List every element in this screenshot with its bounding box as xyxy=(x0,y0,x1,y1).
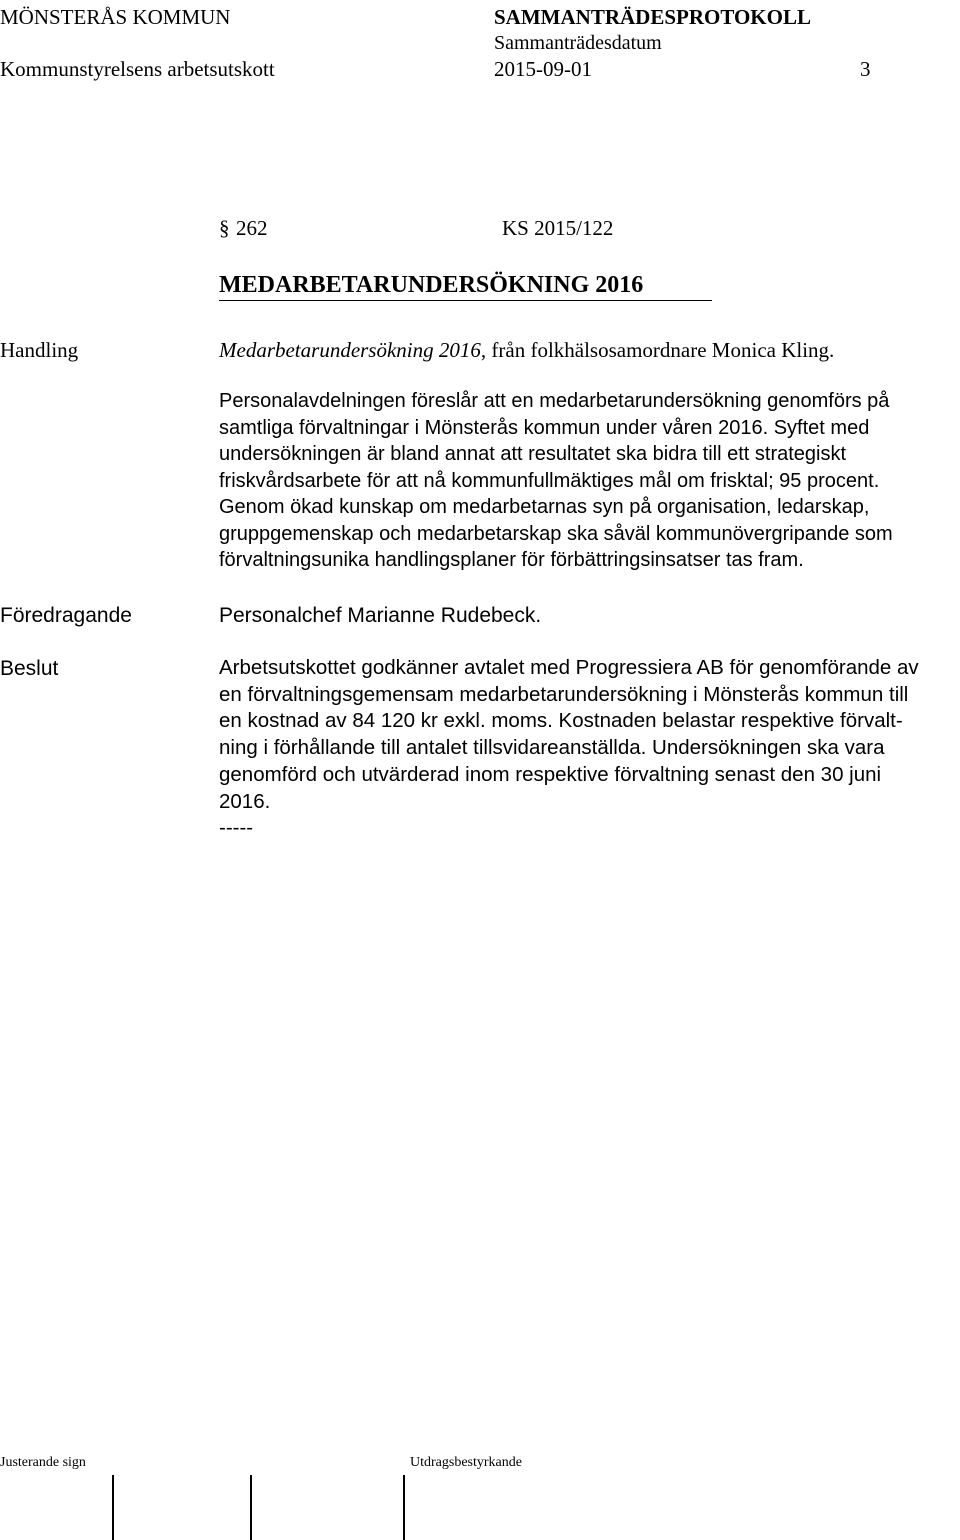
document-type: SAMMANTRÄDESPROTOKOLL xyxy=(494,5,811,29)
page-number: 3 xyxy=(860,57,871,81)
decision-line: genomförd och utvärderad inom respektive förvaltning senast den 30 juni xyxy=(219,762,882,786)
decision-end-marker: ----- xyxy=(219,816,254,840)
section-symbol: § xyxy=(219,216,230,240)
committee-name: Kommunstyrelsens arbetsutskott xyxy=(0,57,275,81)
case-id: KS 2015/122 xyxy=(502,216,614,240)
description-line: undersökningen är bland annat att resultatet ska bidra till ett strategiskt xyxy=(219,443,847,465)
signature-box-divider xyxy=(403,1475,405,1540)
handling-label: Handling xyxy=(0,338,79,362)
handling-document-source: , från folkhälsosamordnare Monica Kling. xyxy=(480,338,835,362)
date-label: Sammanträdesdatum xyxy=(494,32,662,54)
signature-box-divider xyxy=(112,1475,114,1540)
description-line: gruppgemenskap och medarbetarskap ska såväl kommunövergripande som xyxy=(219,522,893,545)
meeting-date: 2015-09-01 xyxy=(494,57,592,81)
handling-value xyxy=(219,338,834,362)
presenter-value: Personalchef Marianne Rudebeck. xyxy=(219,604,542,627)
decision-label: Beslut xyxy=(0,657,59,680)
decision-line: Arbetsutskottet godkänner avtalet med Progressiera AB för genomförande av xyxy=(219,656,919,679)
decision-line: 2016. xyxy=(219,789,271,813)
description-line: Personalavdelningen föreslår att en medarbetarundersökning genomförs på xyxy=(219,390,890,412)
description-line: samtliga förvaltningar i Mönsterås kommun under våren 2016. Syftet med xyxy=(219,416,870,439)
description-paragraph xyxy=(219,388,949,574)
decision-line: en kostnad av 84 120 kr exkl. moms. Kostnaden belastar respektive förvalt- xyxy=(219,709,903,733)
signature-box-divider xyxy=(250,1475,252,1540)
decision-line: ning i förhållande till antalet tillsvidareanställda. Undersökningen ska vara xyxy=(219,736,885,760)
handling-document-title: Medarbetarundersökning 2016 xyxy=(219,338,481,362)
description-line: friskvårdsarbete för att nå kommunfullmäktiges mål om frisktal; 95 procent. xyxy=(219,469,880,492)
decision-line: en förvaltningsgemensam medarbetarundersökning i Mönsterås kommun till xyxy=(219,682,909,706)
extract-certification-label: Utdragsbestyrkande xyxy=(410,1455,522,1470)
org-name: MÖNSTERÅS KOMMUN xyxy=(0,5,231,29)
item-number: 262 xyxy=(236,216,268,240)
decision-paragraph xyxy=(219,655,949,842)
item-title: MEDARBETARUNDERSÖKNING 2016 xyxy=(219,272,644,298)
signature-label: Justerande sign xyxy=(0,1455,86,1470)
title-underline xyxy=(219,300,712,301)
description-line: Genom ökad kunskap om medarbetarnas syn på organisation, ledarskap, xyxy=(219,496,870,518)
presenter-label: Föredragande xyxy=(0,604,132,627)
description-line: förvaltningsunika handlingsplaner för förbättringsinsatser tas fram. xyxy=(219,549,804,571)
